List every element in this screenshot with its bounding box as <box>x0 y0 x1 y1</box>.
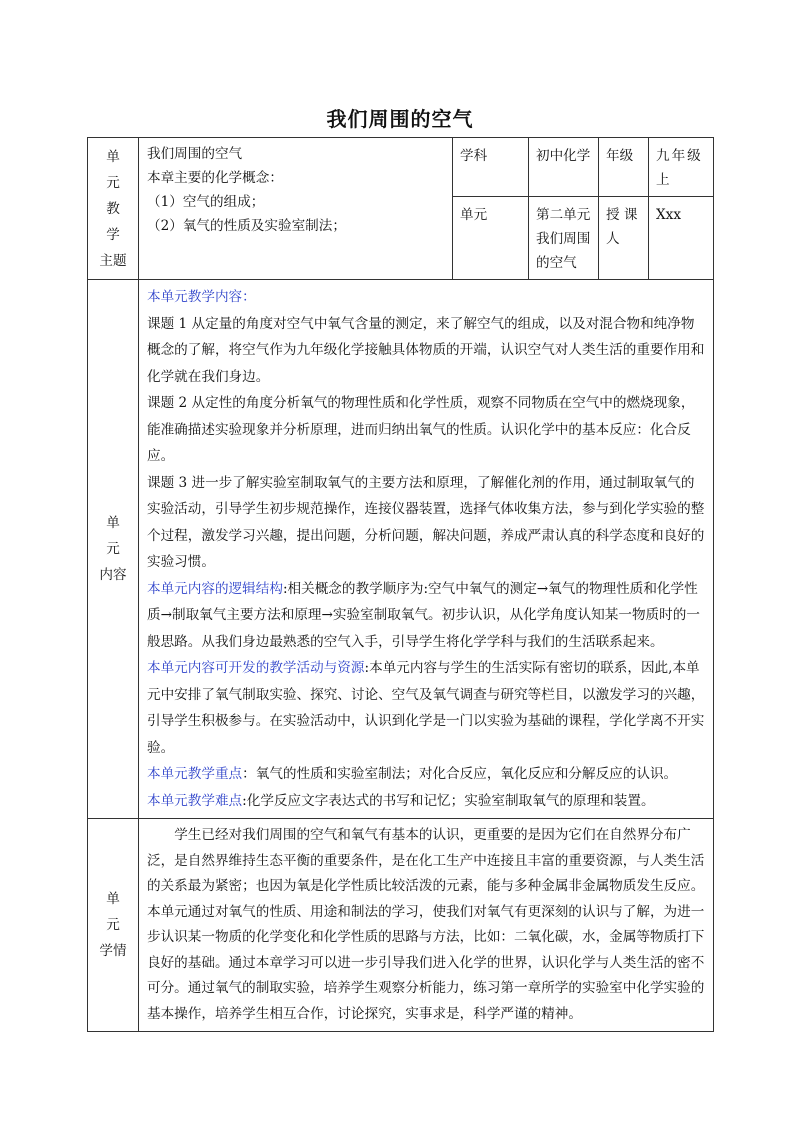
table-row <box>88 819 714 1032</box>
page-title: 我们周围的空气 <box>326 107 474 131</box>
subject-value-cell <box>529 138 599 197</box>
teacher-value: Xxx <box>656 207 682 223</box>
content-heading: 本单元教学内容： <box>147 289 256 305</box>
unit-label-cell <box>453 197 529 280</box>
unit-value-cell <box>529 197 599 280</box>
focus-label: 本单元教学重点 <box>147 766 243 782</box>
label-line: 教 学 <box>106 200 134 243</box>
teacher-value-cell <box>649 197 714 280</box>
topic-line: 本章主要的化学概念： <box>147 170 283 186</box>
label-line: 单 元 <box>106 148 134 191</box>
content-paragraph: 课题 3 进一步了解实验室制取氧气的主要方法和原理，了解催化剂的作用，通过制取氧气的实验活动，引导学生初步规范操作，连接仪器装置，选择气体收集方法，参与到化学实验的整个过程，激发学习兴趣，提出问题，分析问题，解决问题，养成严肃认真的科学态度和良好的实验习惯。 <box>147 474 705 570</box>
teaching-focus <box>147 761 705 788</box>
logic-structure <box>147 576 705 656</box>
content-paragraph: 课题 2 从定性的角度分析氧气的物理性质和化学性质，观察不同物质在空气中的燃烧现象，能准确描述实验现象并分析原理，进而归纳出氧气的性质。认识化学中的基本反应：化合反应。 <box>147 395 695 464</box>
topic-line: （1）空气的组成； <box>147 194 265 210</box>
difficulty-text: :化学反应文字表达式的书写和记忆；实验室制取氧气的原理和装置。 <box>242 792 655 809</box>
difficulty-label: 本单元教学难点 <box>147 792 243 809</box>
grade-value: 九年级上 <box>656 148 703 188</box>
situation-text: 学生已经对我们周围的空气和氧气有基本的认识，更重要的是因为它们在自然界分布广泛，是自然界维持生态平衡的重要条件，是在化工生产中连接且丰富的重要资源，与人类生活的关系最为紧密；也因为氧是化学性质比较活泼的元素，能与多种金属非金属物质发生反应。本单元通过对氧气的性质、用途和制法的学习，使我们对氧气有更深刻的认识与了解，为进一步认识某一物质的化学变化和化学性质的思路与方法，比如：二氧化碳，水，金属等物质打下良好的基础。通过本章学习可以进一步引导我们进入化学的世界，认识化学与人类生活的密不可分。通过氧气的制取实验，培养学生观察分析能力，练习第一章所学的实验室中化学实验的基本操作，培养学生相互合作，讨论探究，实事求是，科学严谨的精神。 <box>147 827 705 1022</box>
activity-text: :本单元内容与学生的生活实际有密切的联系，因此,本单元中安排了氧气制取实验、探究、讨论、空气及氧气调查与研究等栏目，以激发学习的兴趣，引导学生积极参与。在实验活动中，认识到化学是一门以实验为基础的课程，学化学离不开实验。 <box>147 660 705 756</box>
focus-text: ：氧气的性质和实验室制法；对化合反应，氧化反应和分解反应的认识。 <box>242 766 678 782</box>
unit-plan-table <box>87 137 714 1032</box>
content-paragraph: 课题 1 从定量的角度对空气中氧气含量的测定，来了解空气的组成，以及对混合物和纯净物概念的了解，将空气作为九年级化学接触具体物质的开端，认识空气对人类生活的重要作用和化学就在我们身边。 <box>147 315 705 385</box>
unit-topic-label <box>88 144 138 274</box>
label-line: 学情 <box>99 943 127 959</box>
teaching-activities <box>147 655 705 761</box>
table-row <box>88 138 714 197</box>
unit-value: 第二单元我们周围的空气 <box>536 207 591 271</box>
label-line: 单 元 <box>106 891 130 933</box>
unit-situation-label <box>88 886 138 964</box>
teacher-label: 授 课 人 <box>606 207 638 247</box>
topic-line: （2）氧气的性质及实验室制法； <box>147 218 346 234</box>
grade-label-cell <box>599 138 649 197</box>
unit-topic-label-cell <box>88 138 139 280</box>
unit-content-label <box>88 510 138 588</box>
activity-label: 本单元内容可开发的教学活动与资源 <box>147 660 365 676</box>
logic-text: :相关概念的教学顺序为:空气中氧气的测定→氧气的物理性质和化学性质→制取氧气主要方法和原理→实验室制取氧气。初步认识，从化学角度认知某一物质时的一般思路。从我们身边最熟悉的空气入手，引导学生将化学学科与我们的生活联系起来。 <box>147 580 700 650</box>
grade-value-cell <box>649 138 714 197</box>
unit-content-label-cell <box>88 280 139 819</box>
table-row <box>88 280 714 819</box>
logic-label: 本单元内容的逻辑结构 <box>147 580 283 597</box>
label-line: 主题 <box>99 252 127 269</box>
teacher-label-cell <box>599 197 649 280</box>
subject-label: 学科 <box>460 148 488 164</box>
unit-situation-label-cell <box>88 819 139 1032</box>
subject-value: 初中化学 <box>536 148 591 164</box>
teaching-difficulty <box>147 788 705 815</box>
unit-situation-cell <box>139 819 714 1032</box>
grade-label: 年级 <box>606 148 634 164</box>
subject-label-cell <box>453 138 529 197</box>
unit-content-cell <box>139 280 714 819</box>
topic-line: 我们周围的空气 <box>147 146 243 162</box>
unit-label: 单元 <box>460 207 488 223</box>
label-line: 单 元 <box>106 515 130 557</box>
unit-topic-cell <box>139 138 453 280</box>
label-line: 内容 <box>99 567 127 583</box>
